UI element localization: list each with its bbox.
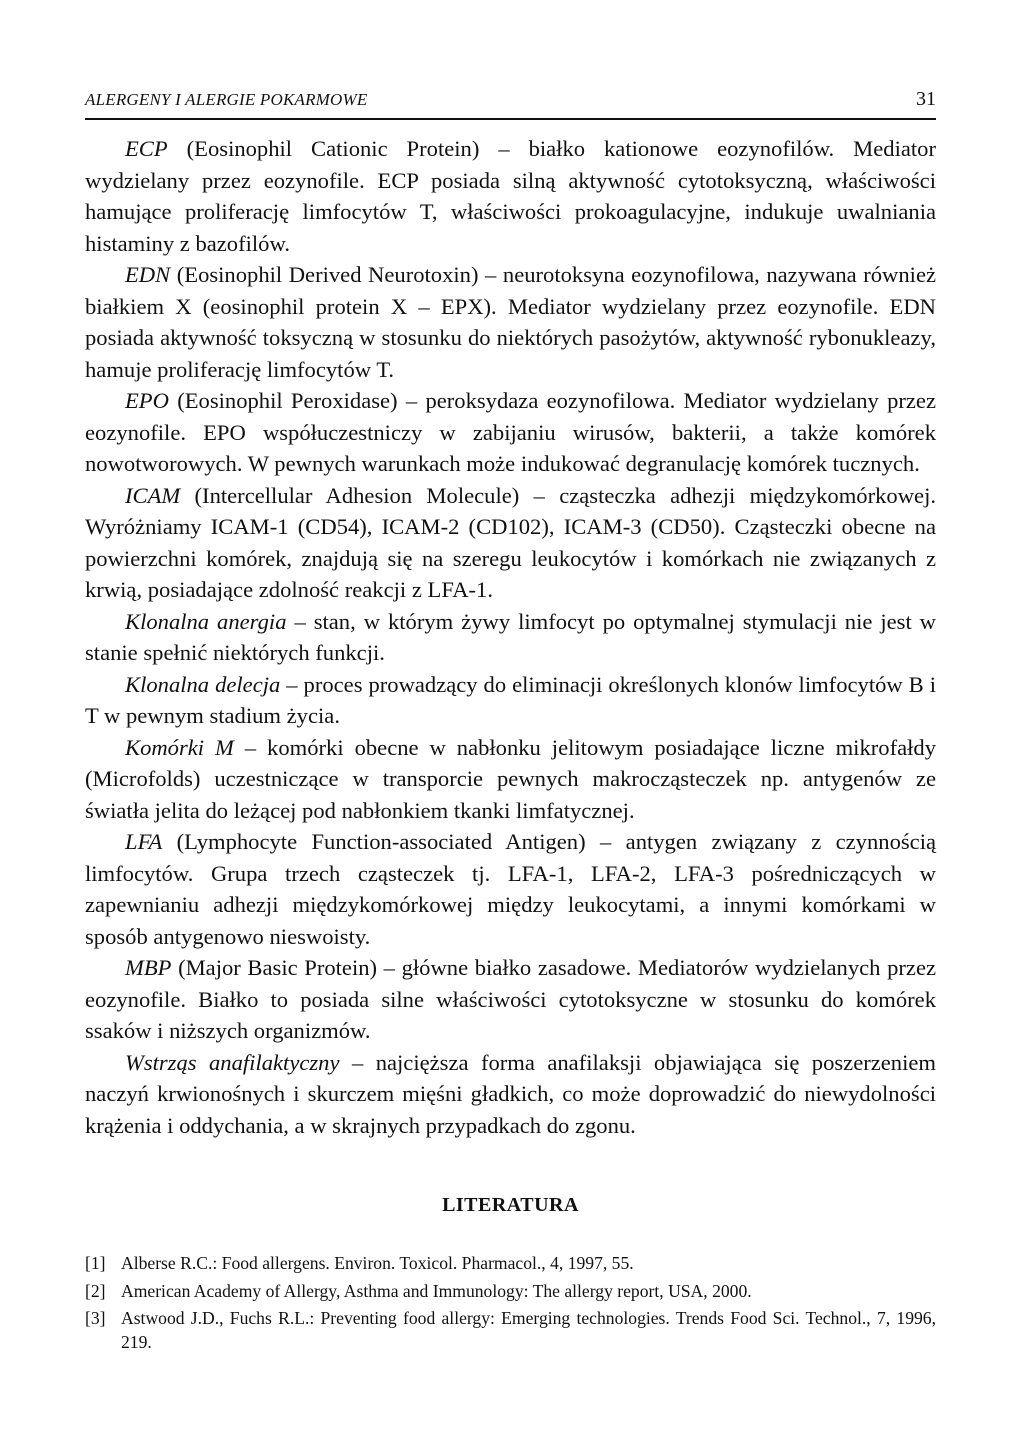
bibliography-text: American Academy of Allergy, Asthma and Immunology: The allergy report, USA, 2000. [121, 1280, 752, 1301]
glossary-term: EPO [125, 388, 169, 413]
glossary-entry-komorki-m [85, 732, 936, 827]
glossary-term: MBP [125, 955, 172, 980]
glossary-definition: – stan, w którym żywy limfocyt po optymalnej stymulacji nie jest w stanie spełnić niektórych funkcji. [85, 608, 936, 665]
bibliography-entry [85, 1279, 936, 1303]
literature-heading: LITERATURA [442, 1194, 579, 1216]
glossary-entry-wstrzas-anafilaktyczny [85, 1047, 936, 1142]
glossary-entry-edn [85, 259, 936, 385]
glossary-definition: – proces prowadzący do eliminacji określonych klonów limfocytów B i T w pewnym stadium życia. [85, 671, 936, 728]
glossary-entry-ecp [85, 133, 936, 259]
glossary-definition: – najcięższa forma anafilaksji objawiająca się poszerzeniem naczyń krwionośnych i skurczem mięśni gładkich, co może doprowadzić do niewydolności krążenia i oddychania, a w skrajnych przypadkach do zgonu. [85, 1049, 936, 1138]
glossary-definition: (Eosinophil Derived Neurotoxin) – neurotoksyna eozynofilowa, nazywana również białkiem X (eosinophil protein X – EPX). Mediator wydzielany przez eozynofile. EDN posiada aktywność toksyczną w stosunku do niektórych pasożytów, aktywność rybonukleazy, hamuje proliferację limfocytów T. [85, 262, 936, 382]
glossary-term: EDN [125, 262, 171, 287]
glossary-term: ECP [125, 136, 168, 161]
bibliography-number: [3] [85, 1308, 106, 1328]
glossary-term: LFA [125, 829, 163, 854]
glossary-term: Wstrząs anafilaktyczny [125, 1049, 340, 1075]
page-header [85, 88, 936, 120]
glossary-entry-klonalna-anergia [85, 606, 936, 669]
bibliography-list [85, 1251, 936, 1358]
bibliography-entry [85, 1251, 936, 1275]
glossary-term: Klonalna anergia [125, 608, 287, 634]
glossary-term: Klonalna delecja [125, 671, 281, 697]
bibliography-number: [2] [85, 1280, 106, 1301]
glossary-section [85, 133, 936, 1141]
bibliography-number: [1] [85, 1253, 106, 1273]
glossary-entry-klonalna-delecja [85, 669, 936, 732]
glossary-entry-epo [85, 385, 936, 480]
glossary-entry-icam [85, 480, 936, 606]
glossary-definition: (Eosinophil Peroxidase) – peroksydaza eozynofilowa. Mediator wydzielany przez eozynofile. EPO współuczestniczy w zabijaniu wirusów, bakterii, a także komórek nowotworowych. W pewnych warunkach może indukować degranulację komórek tucznych. [85, 388, 936, 476]
page-number: 31 [916, 88, 936, 110]
glossary-term: ICAM [125, 482, 181, 508]
glossary-definition: (Intercellular Adhesion Molecule) – cząsteczka adhezji międzykomórkowej. Wyróżniamy ICAM-1 (CD54), ICAM-2 (CD102), ICAM-3 (CD50). Cząsteczki obecne na powierzchni komórek, znajdują się na szeregu leukocytów i komórkach nie związanych z krwią, posiadające zdolność reakcji z LFA-1. [85, 482, 936, 602]
glossary-definition: (Lymphocyte Function-associated Antigen) – antygen związany z czynnością limfocytów. Grupa trzech cząsteczek tj. LFA-1, LFA-2, LFA-3 pośredniczących w zapewnianiu adhezji międzykomórkowej między leukocytami, a innymi komórkami w sposób antygenowo nieswoisty. [85, 829, 936, 949]
glossary-term: Komórki M [125, 734, 234, 760]
glossary-entry-mbp [85, 952, 936, 1047]
bibliography-text: Alberse R.C.: Food allergens. Environ. Toxicol. Pharmacol., 4, 1997, 55. [121, 1253, 634, 1273]
bibliography-entry [85, 1306, 936, 1354]
running-title: ALERGENY I ALERGIE POKARMOWE [85, 90, 368, 109]
glossary-entry-lfa [85, 826, 936, 952]
bibliography-text: Astwood J.D., Fuchs R.L.: Preventing food allergy: Emerging technologies. Trends Food Sci. Technol., 7, 1996, 219. [121, 1308, 936, 1352]
glossary-definition: (Major Basic Protein) – główne białko zasadowe. Mediatorów wydzielanych przez eozynofile. Białko to posiada silne właściwości cytotoksyczne w stosunku do komórek ssaków i niższych organizmów. [85, 955, 936, 1043]
glossary-definition: – komórki obecne w nabłonku jelitowym posiadające liczne mikrofałdy (Microfolds) uczestniczące w transporcie pewnych makrocząsteczek np. antygenów ze światła jelita do leżącej pod nabłonkiem tkanki limfatycznej. [85, 734, 936, 823]
glossary-definition: (Eosinophil Cationic Protein) – białko kationowe eozynofilów. Mediator wydzielany przez eozynofile. ECP posiada silną aktywność cytotoksyczną, właściwości hamujące proliferację limfocytów T, właściwości prokoagulacyjne, indukuje uwalniania histaminy z bazofilów. [85, 136, 936, 256]
